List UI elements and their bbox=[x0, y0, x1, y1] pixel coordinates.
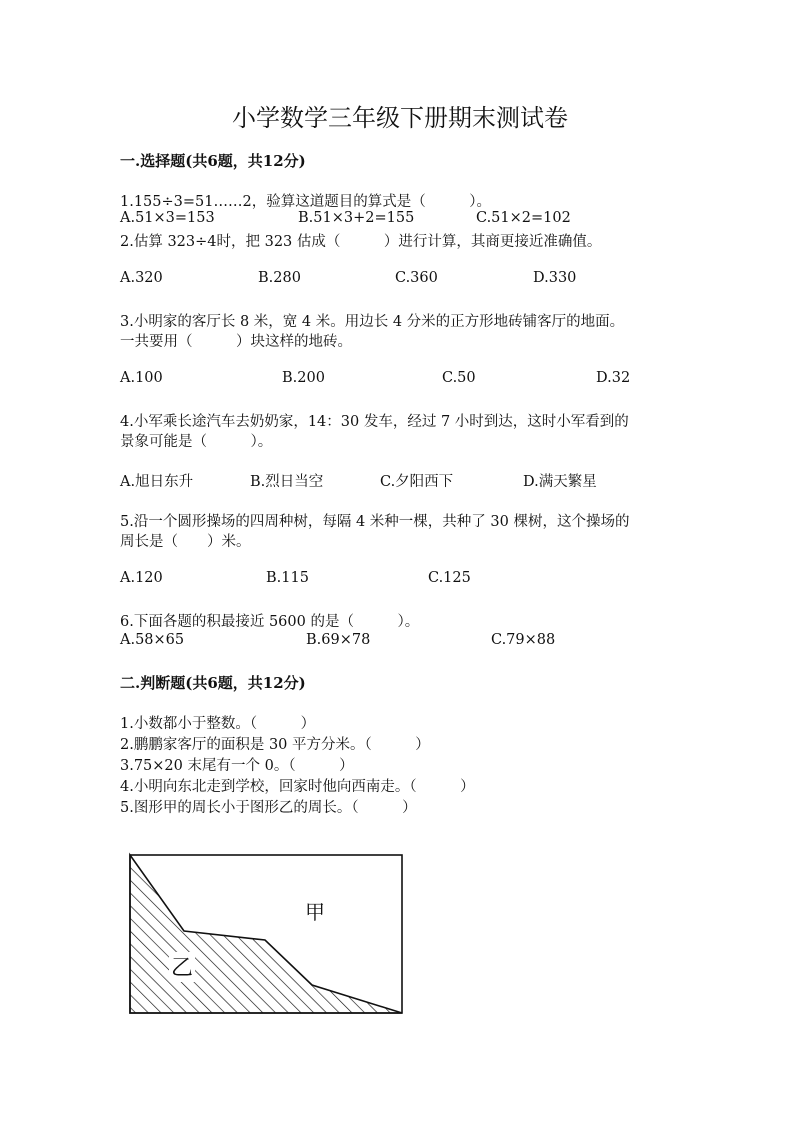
label-jia: 甲 bbox=[305, 900, 325, 924]
question-3-text-line1: 3.小明家的客厅长 8 米，宽 4 米。用边长 4 分米的正方形地砖铺客厅的地面。 bbox=[120, 314, 625, 330]
q5-option-a: A.120 bbox=[120, 570, 163, 586]
judgement-item: 3.75×20 末尾有一个 0。（ ） bbox=[120, 758, 354, 774]
q2-option-b: B.280 bbox=[258, 270, 301, 286]
section-heading-judgement: 二.判断题(共6题，共12分) bbox=[120, 674, 306, 692]
q4-option-d: D.满天繁星 bbox=[523, 474, 597, 490]
figure-jia-yi bbox=[120, 845, 410, 1025]
page-title: 小学数学三年级下册期末测试卷 bbox=[232, 104, 568, 132]
q5-option-b: B.115 bbox=[266, 570, 309, 586]
q4-option-c: C.夕阳西下 bbox=[380, 474, 454, 490]
question-5-text-line1: 5.沿一个圆形操场的四周种树，每隔 4 米种一棵，共种了 30 棵树，这个操场的 bbox=[120, 514, 630, 530]
question-2-text: 2.估算 323÷4时，把 323 估成（ ）进行计算，其商更接近准确值。 bbox=[120, 234, 602, 250]
q3-option-c: C.50 bbox=[442, 370, 476, 386]
q2-option-c: C.360 bbox=[395, 270, 438, 286]
question-4-text-line2: 景象可能是（ ）。 bbox=[120, 434, 273, 450]
question-4-text-line1: 4.小军乘长途汽车去奶奶家，14：30 发车，经过 7 小时到达，这时小军看到的 bbox=[120, 414, 629, 430]
question-1-text: 1.155÷3=51……2，验算这道题目的算式是（ ）。 bbox=[120, 194, 491, 210]
q3-option-b: B.200 bbox=[282, 370, 325, 386]
q4-option-b: B.烈日当空 bbox=[250, 474, 324, 490]
q4-option-a: A.旭日东升 bbox=[120, 474, 194, 490]
question-6-text: 6.下面各题的积最接近 5600 的是（ ）。 bbox=[120, 614, 420, 630]
judgement-item: 2.鹏鹏家客厅的面积是 30 平方分米。（ ） bbox=[120, 737, 430, 753]
q1-option-c: C.51×2=102 bbox=[476, 210, 571, 226]
q1-option-a: A.51×3=153 bbox=[120, 210, 215, 226]
q2-option-d: D.330 bbox=[533, 270, 577, 286]
judgement-item: 5.图形甲的周长小于图形乙的周长。（ ） bbox=[120, 800, 417, 816]
judgement-item: 4.小明向东北走到学校，回家时他向西南走。（ ） bbox=[120, 779, 475, 795]
q3-option-d: D.32 bbox=[596, 370, 631, 386]
judgement-item: 1.小数都小于整数。（ ） bbox=[120, 716, 316, 732]
q1-option-b: B.51×3+2=155 bbox=[298, 210, 415, 226]
q5-option-c: C.125 bbox=[428, 570, 471, 586]
q6-option-c: C.79×88 bbox=[491, 632, 556, 648]
question-3-text-line2: 一共要用（ ）块这样的地砖。 bbox=[120, 334, 352, 350]
section-heading-choice: 一.选择题(共6题，共12分) bbox=[120, 152, 306, 170]
q6-option-b: B.69×78 bbox=[306, 632, 371, 648]
q2-option-a: A.320 bbox=[120, 270, 163, 286]
question-5-text-line2: 周长是（ ）米。 bbox=[120, 534, 251, 550]
q3-option-a: A.100 bbox=[120, 370, 163, 386]
label-yi: 乙 bbox=[170, 956, 194, 981]
q6-option-a: A.58×65 bbox=[120, 632, 185, 648]
